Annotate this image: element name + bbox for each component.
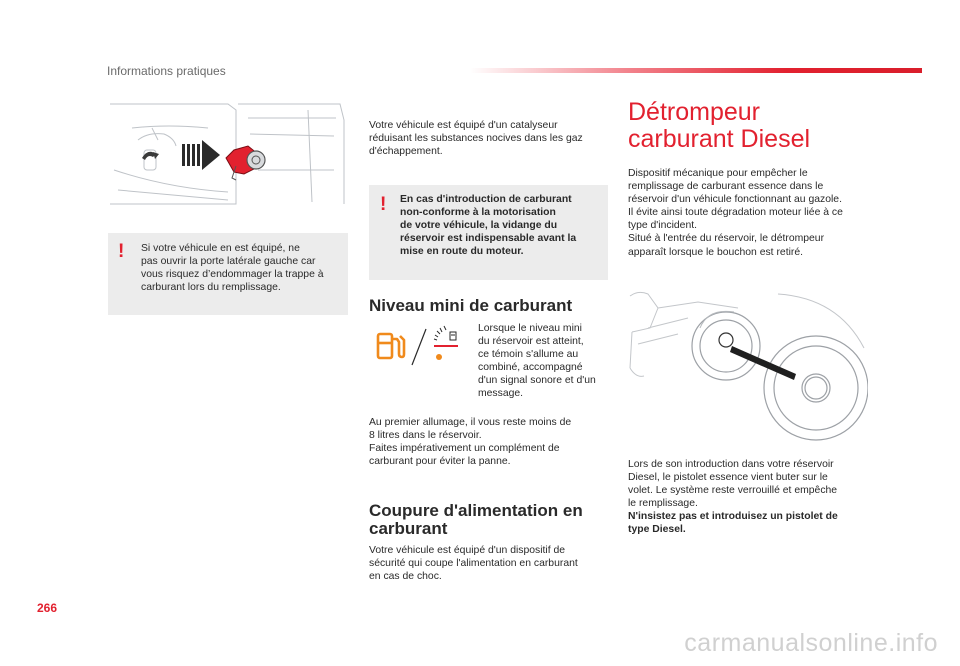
heading-line: Coupure d'alimentation en	[369, 501, 583, 520]
page-number: 266	[37, 601, 58, 615]
text-line: de votre véhicule, la vidange du	[400, 220, 558, 232]
text-line: mise en route du moteur.	[400, 246, 524, 258]
text-line: le remplissage.	[628, 498, 698, 510]
text-line: pas ouvrir la porte latérale gauche car	[141, 256, 316, 268]
left-warning-box	[108, 233, 348, 315]
text-line: 8 litres dans le réservoir.	[369, 430, 482, 442]
text-line: Au premier allumage, il vous reste moins de	[369, 417, 572, 428]
text-line: réservoir d'un véhicule fonctionnant au gazole.	[628, 194, 842, 206]
text-line: En cas d'introduction de carburant	[400, 194, 572, 205]
text-line: remplissage de carburant essence dans le	[628, 181, 824, 193]
text-line: apparaît lorsque le bouchon est retiré.	[628, 246, 804, 258]
text-line: type d'incident.	[628, 220, 697, 232]
text-line: carburant pour éviter la panne.	[369, 456, 511, 468]
diesel-intro-text	[628, 167, 843, 259]
text-line: Votre véhicule est équipé d'un dispositif de	[369, 545, 566, 556]
exclamation-warning-icon: !	[118, 241, 125, 262]
title-line: Détrompeur	[628, 98, 760, 126]
text-line: vous risquez d’endommager la trappe à	[141, 269, 324, 281]
text-line: réservoir est indispensable avant la	[400, 233, 577, 245]
text-line: combiné, accompagné	[478, 362, 583, 374]
text-line: type Diesel.	[628, 524, 686, 536]
text-line: Situé à l'entrée du réservoir, le détrompeur	[628, 233, 825, 245]
text-line: carburant lors du remplissage.	[141, 282, 281, 294]
text-line: ce témoin s'allume au	[478, 349, 579, 361]
text-line: N'insistez pas et introduisez un pistolet de	[628, 511, 838, 523]
fuel-cutoff-heading	[369, 502, 583, 538]
text-line: Si votre véhicule en est équipé, ne	[141, 243, 300, 254]
catalyst-text	[369, 119, 583, 158]
fuel-pump-warning-icon	[373, 330, 407, 362]
text-line: réduisant les substances nocives dans les gaz	[369, 133, 583, 145]
diesel-misfuel-illustration	[628, 288, 868, 446]
section-label: Informations pratiques	[107, 64, 226, 78]
fuel-gauge-low-icon	[430, 322, 464, 370]
left-warning-text	[141, 242, 324, 294]
text-line: Votre véhicule est équipé d'un catalyseur	[369, 120, 558, 131]
fuel-warning-box	[369, 185, 608, 280]
header-rule	[470, 68, 922, 73]
text-line: du réservoir est atteint,	[478, 336, 584, 348]
text-line: volet. Le système reste verrouillé et empêche	[628, 485, 838, 497]
text-line: Faites impérativement un complément de	[369, 443, 560, 455]
text-line: message.	[478, 388, 524, 400]
text-line: Lorsque le niveau mini	[478, 323, 582, 334]
fuel-cutoff-text	[369, 544, 578, 583]
diesel-text	[628, 458, 838, 537]
title-line: carburant Diesel	[628, 125, 811, 153]
low-fuel-heading: Niveau mini de carburant	[369, 296, 573, 315]
exclamation-warning-icon: !	[380, 194, 387, 215]
low-fuel-text	[369, 416, 571, 468]
low-fuel-side-text	[478, 322, 596, 401]
text-line: Lors de son introduction dans votre réservoir	[628, 459, 834, 470]
text-line: d'échappement.	[369, 146, 443, 158]
text-line: Diesel, le pistolet essence vient buter sur le	[628, 472, 828, 484]
text-line: non-conforme à la motorisation	[400, 207, 556, 219]
text-line: sécurité qui coupe l'alimentation en carburant	[369, 558, 578, 570]
heading-line: carburant	[369, 519, 448, 538]
text-line: Il évite ainsi toute dégradation moteur liée à ce	[628, 207, 843, 219]
text-line: d'un signal sonore et d'un	[478, 375, 596, 387]
text-line: en cas de choc.	[369, 571, 442, 583]
separator-slash	[408, 327, 430, 367]
watermark: carmanualsonline.info	[684, 629, 938, 657]
fuel-flap-illustration	[108, 100, 348, 208]
fuel-warning-text	[400, 193, 576, 258]
text-line: Dispositif mécanique pour empêcher le	[628, 168, 808, 179]
page-title	[628, 99, 810, 153]
